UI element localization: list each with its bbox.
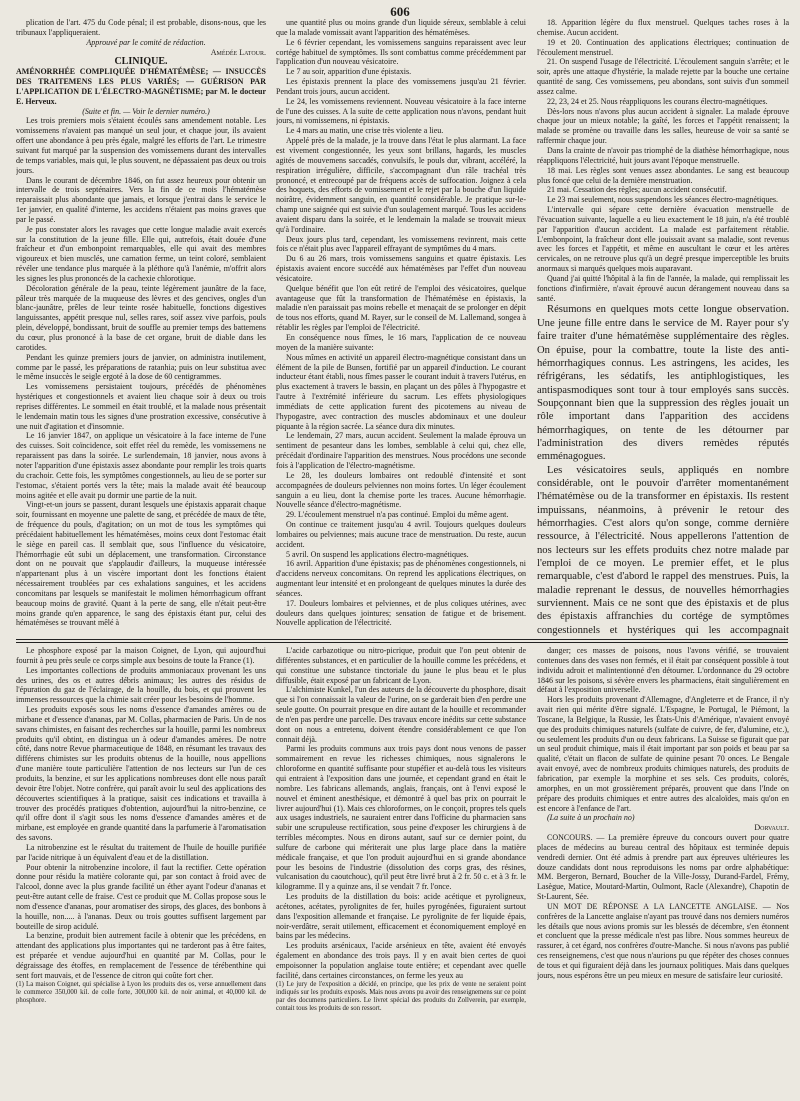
author-signature: Dorvault.: [754, 823, 789, 833]
column-3: [537, 18, 789, 638]
bottom-column-1: [16, 646, 266, 1092]
paragraph: La nitrobenzine est le résultat du traitement de l'huile de houille purifiée par l'acide nitrique à un équivalent d'eau et de la distillation.: [16, 842, 266, 862]
paragraph: Les produits exposés sous les noms d'essence d'amandes amères ou de mirbane et d'essence d'ananas, par M. Collas, pharmacien de Paris. Un de nos savans chimistes, en faisant des recherches sur la houille, parmi les nombreux produits qu'il obtint, en distingua un à odeur d'amandes amères. De notre côté, dans notre Revue pharmaceutique de 1848, en résumant les travaux des différens chimistes sur les produits obtenus de la houille, nous appellions d'une manière toute particulière l'attention de nos lecteurs sur l'un de ces produits, la benzine, et sur les applications nombreuses dont elle nous paraît devoir être l'objet. Notre confrère, qui paraît avoir lu seul des applications des découvertes scientifiques à la pratique, saisit ces indications et travailla à trouver des procédés pratiques d'obtention, aujourd'hui la nitro-benzine, ce qu'il offre dont il s'agit sous les noms d'essence d'amandes amères et de mirbane, est employée en grande quantité dans la parfumerie à l'aromatisation des savons.: [16, 705, 266, 843]
paragraph: Le 7 au soir, apparition d'une épistaxis.: [286, 67, 412, 77]
paragraph: Le 28, les douleurs lombaires ont redoublé d'intensité et sont accompagnées de douleurs pelviennes non moins fortes. Un léger écoulement sanguin a eu lieu, dont la chemise porte les traces. Aucune hémorrhagie. Nouvelle séance d'électro-magnétisme.: [276, 470, 526, 510]
paragraph: 5 avril. On suspend les applications électro-magnétiques.: [286, 549, 469, 559]
paragraph: Quand j'ai quitté l'hôpital à la fin de l'année, la malade, qui remplissait les fonctions d'infirmière, n'avait éprouvé aucun dérangement nouveau dans sa santé.: [537, 273, 789, 303]
paragraph: Pendant les quinze premiers jours de janvier, on administra inutilement, comme par le passé, les préparations de ratanhia; puis on leur substitua avec le même insuccès le seigle ergoté à la dose de 60 centigrammes.: [16, 352, 266, 382]
column-2: [276, 18, 526, 638]
paragraph: Du 6 au 26 mars, trois vomissemens sanguins et quatre épistaxis. Les épistaxis avaient encore succédé aux hématémèses par l'effet d'un nouveau vésicatoire.: [276, 254, 526, 283]
article-title: AMÉNORRHÉE COMPLIQUÉE D'HÉMATÉMÈSE; — INSUCCÈS DES TRAITEMENS LES PLUS VARIÉS; — GUÉRISON PAR L'APPLICATION DE L'ÉLECTRO-MAGNÉTISME; par M. le docteur E. Herveux.: [16, 67, 266, 106]
paragraph: 19 et 20. Continuation des applications électriques; continuation de l'écoulement menstruel.: [537, 37, 789, 57]
paragraph: L'intervalle qui sépare cette dernière évacuation menstruelle de l'évacuation suivante, laquelle a eu lieu exactement le 18 juin, n'a été troublé par l'apparition d'aucun accident. La malade est parfaitement rétablie. L'embonpoint, la fraîcheur dont elle jouissait avant sa maladie, sont revenus avec les forces et l'appétit, et même en auscultant le cœur et les artères cervicales, on ne retrouve plus qu'à un degré presque imperceptible les bruits anormaux si marqués quelques mois auparavant.: [537, 205, 789, 274]
paragraph: 18. Apparition légère du flux menstruel. Quelques taches roses à la chemise. Aucun accident.: [537, 18, 789, 37]
paragraph: Le 23 mai seulement, nous suspendons les séances électro-magnétiques.: [547, 195, 779, 205]
summary-paragraph: Les vésicatoires seuls, appliqués en nombre considérable, ont le pouvoir d'arrêter momentanément l'hématémèse ou de la transformer en épistaxis. Ils restent impuissans, néanmoins, à prévenir le retour des hémorrhagies. C'est alors qu'on songe, comme dernière ressource, à l'électricité. Nous appellerons l'attention de nos lecteurs sur les effets produits chez notre malade par l'emploi de ce moyen. Le premier effet, et le plus remarquable, c'est d'abord le rappel des menstrues. Puis, la maladie reprenant le dessus, de nouvelles hémorrhagies surviennent. Mais ce ne sont que des épistaxis et de plus des épistaxis affranchies du cortége de symptômes congestionnels et hystériques qui les accompagnait: [537, 464, 789, 636]
bottom-column-2: [276, 646, 526, 1092]
continuation-note: (Suite et fin. — Voir le dernier numéro.): [82, 106, 210, 116]
summary-paragraph: Résumons en quelques mots cette longue observation. Une jeune fille entre dans le service de M. Rayer pour s'y faire traiter d'une hématémèse supplémentaire des règles. On épuise, pour la combattre, toute la liste des anti-hémorrhagiques connus. Les astringens, les acides, les réfrigérans, les sédatifs, les antiphlogistiques, les antispasmodiques sont tour à tour employés sans succès. Soupçonnant bien que la suppression des règles jouait un rôle important dans l'apparition des accidens hémorrhagiques, on tente de les détourner par l'administration des divers remèdes réputés emménagogues.: [537, 304, 789, 463]
paragraph: Nous mîmes en activité un appareil électro-magnétique consistant dans un élément de la pile de Bunsen, fortifié par un appareil d'induction. Le courant inducteur étant établi, nous fîmes passer le courant induit à travers l'utérus, en plus exactement à travers le bassin, en plaçant un des pôles à l'hypogastre et l'autre à l'extrémité inférieure du sacrum. Les effets physiologiques immédiats de cette application furent des picotemens au niveau de l'hypogastre, avec contraction des muscles abdominaux et une douleur piquante à la région sacrée. La séance dura dix minutes.: [276, 352, 526, 431]
paragraph: Les vomissemens persistaient toujours, précédés de phénomènes hystériques et congestionnels et avaient lieu chaque soir à deux ou trois reprises différentes. Le sommeil en était troublé, et la malade nous présentait le lendemain matin tous les signes d'une prostration excessive, consécutive à une nuit d'agitation et d'insomnie.: [16, 382, 266, 431]
paragraph: Le 16 janvier 1847, on applique un vésicatoire à la face interne de l'une des cuisses. Soit coïncidence, soit effet réel du remède, les vomissemens ne reparaissent pas dans la soirée. Le surlendemain, 18 janvier, nous avons à noter l'apparition d'une épistaxis assez abondante pour remplir les trois quarts du crachoir. Cette fois, les symptômes congestionnels, au lieu de se porter sur l'estomac, s'étaient portés vers la tête; mais la malade avait été beaucoup moins agitée et elle avait pu dormir une partie de la nuit.: [16, 431, 266, 500]
paragraph: danger; ces masses de poisons, nous l'avons vérifié, se trouvaient contenues dans des vases non fermés, et il était par conséquent possible à tout individu adroit et malintentionné d'en détourner. L'ordonnance du 29 octobre 1846 sur les poisons, si sévère envers les pharmaciens, était singulièrement en défaut à l'exposition universelle.: [537, 646, 789, 695]
paragraph: Dès-lors nous n'avons plus aucun accident à signaler. La malade éprouve chaque jour un mieux notable; la gaîté, les forces et l'appétit renaissent; la malade se promène ou travaille dans les salles, heureuse de voir sa santé se raffermir chaque jour.: [537, 106, 789, 146]
paragraph: Les produits de la distillation du bois: acide acétique et pyroligneux, acétones, acétates, pyrolignites de fer, huiles pyrogénées, figuraient surtout dans l'exposition allemande et française. Le pyrolignite de fer liquide épais, noir-verdâtre, serait utilement, efficacement et économiquement employé en bains par les médecins.: [276, 892, 526, 941]
paragraph: 21. On suspend l'usage de l'électricité. L'écoulement sanguin s'arrête; et le soir, après une attaque d'hystérie, la malade rejette par la bouche une certaine quantité de sang. Ces vomissemens, peu abondans, sont suivis d'un sommeil assez calme.: [537, 57, 789, 96]
paragraph: Le 24, les vomissemens reviennent. Nouveau vésicatoire à la face interne de l'une des cuisses. A la suite de cette application nous n'avons, pendant huit jours, ni vomissemens, ni épistaxis.: [276, 96, 526, 126]
paragraph: une quantité plus ou moins grande d'un liquide séreux, semblable à celui que la malade vomissait avant l'apparition des hématémèses.: [276, 18, 526, 37]
divider: [16, 639, 788, 640]
paragraph: Le 6 février cependant, les vomissemens sanguins reparaissent avec leur cortége habituel de symptômes. Ils sont combattus comme précédemment par l'application d'un nouveau vésicatoire.: [276, 37, 526, 67]
paragraph: Hors les produits provenant d'Allemagne, d'Angleterre et de France, il n'y avait rien qui mérite d'être signalé. L'Espagne, le Portugal, le Piémont, la Toscane, la Belgique, la Russie, les États-Unis d'Amérique, n'avaient envoyé que des produits chimiques naturels (sulfate de cuivre, de fer, d'alumine, etc.), ou seulement les produits d'un ou deux fabricans. La Suisse se figurait que par un seul produit chimique, mais il était important par son poids et beau par sa qualité, c'était un flacon de sulfate de quinine pesant 70 onces. Le Bengale avait envoyé, avec de nombreux produits chimiques naturels, des produits de fabrication, par exemple la morphine et ses sels. Ces produits, colorés, amorphes, en un mot grossièrement préparés, prouvent que dans l'Inde on prépare des produits chimiques et entre autres des alcaloïdes, mais qu'on en est encore à l'enfance de l'art.: [537, 695, 789, 813]
paragraph: Pour obtenir la nitrobenzine incolore, il faut la rectifier. Cette opération donne pour résidu la matière colorante qui, par son contact à froid avec de l'alcool, donne avec la plus grande facilité un éther ayant l'odeur d'ananas et peut-être autant celle de fraise. C'est ce produit que M. Collas propose sous le nom d'essence d'ananas, pour aromatiser des sirops, des glaces, des bonbons à la houille, non..... à l'ananas. Deux ou trois gouttes suffisent largement par bouteille de sirop acidulé.: [16, 862, 266, 931]
paragraph: Dans la crainte de n'avoir pas triomphé de la diathèse hémorrhagique, nous réappliquons l'électricité, huit jours avant l'époque menstruelle.: [537, 145, 789, 165]
divider: [16, 642, 788, 643]
paragraph: Dans le courant de décembre 1846, on fut assez heureux pour obtenir un intervalle de trois septénaires. Vers la fin de ce mois l'hématémèse reparaissait plus abondante que jamais, et lorsque j'entrai dans le service le 1er janvier, en qualité d'interne, les accidens n'étaient pas moins graves que par le passé.: [16, 175, 266, 224]
paragraph: Vingt-et-un jours se passent, durant lesquels une épistaxis apparait chaque soir, fournissant en moyenne une palette de sang, et précédée de maux de tête, de fréquence du pouls, d'agitation; on un mot de tous les symptômes qui précédaient habituellement les hématémèses, moins ceux dont l'estomac était le siège en pareil cas. Il semblait que, sous l'influence du vésicatoire, l'hémorrhagie eût subi un déplacement, une transformation. Circonstance dont on ne pouvait que s'applaudir d'ailleurs, la muqueuse intéressée n'appartenant plus à un viscère important dont les fonctions étaient nécessairement troublées par ces exhalations sanguines, et les accidens concomitans par lesquels se manifestait le molimen hémorrhagicum offrant beaucoup moins de gravité. Quant à la perte de sang, elle n'était peut-être moins grande qu'en apparence, le sang des épistaxis étant pur, celui des hématémèses se trouvant mêlé à: [16, 500, 266, 628]
paragraph: Le lendemain, 27 mars, aucun accident. Seulement la malade éprouva un sentiment de pesanteur dans les lombes, semblable à celui qui, chez elle, précédait d'ordinaire l'apparition des menstrues. Nous procédons une seconde fois à l'application de l'électro-magnétisme.: [276, 431, 526, 470]
paragraph: Le phosphore exposé par la maison Coignet, de Lyon, qui aujourd'hui fournit à peu près seule ce corps simple aux besoins de toute la France (1).: [16, 646, 266, 665]
continuation-note: (La suite à un prochain no): [547, 813, 635, 823]
paragraph: Deux jours plus tard, cependant, les vomissemens revinrent, mais cette fois ce n'était plus avec l'appareil effrayant de symptômes du 4 mars.: [276, 234, 526, 254]
paragraph: On continue ce traitement jusqu'au 4 avril. Toujours quelques douleurs lombaires ou pelviennes; mais aucune trace de menstruation. Du reste, aucun accident.: [276, 520, 526, 549]
paragraph: 17. Douleurs lombaires et pelviennes, et de plus coliques utérines, avec douleurs dans quelques jointures; sensation de fatigue et de brisement. Nouvelle application de l'électricité.: [276, 598, 526, 628]
paragraph: 16 avril. Apparition d'une épistaxis; pas de phénomènes congestionnels, ni d'accidens nerveux concomitans. On reprend les applications électriques, on augmentant leur intensité et en prolongeant de quelques minutes la durée des séances.: [276, 559, 526, 598]
paragraph: Le 4 mars au matin, une crise très violente a lieu.: [286, 126, 444, 136]
paragraph: 18 mai. Les règles sont venues assez abondantes. Le sang est beaucoup plus foncé que celui de la dernière menstruation.: [537, 165, 789, 185]
paragraph: Les produits arsénicaux, l'acide arsénieux en tête, avaient été envoyés également en abondance des trois pays. Il y en avait bien certes de quoi empoisonner la population anglaise toute entière; et cependant avec quelle facilité, dans certaines circonstances, on ferme les yeux au: [276, 941, 526, 980]
paragraph: Parmi les produits communs aux trois pays dont nous venons de passer sommairement en revue les richesses chimiques, nous signalerons le chloroforme en quantité suffisante pour stupéfier et au-delà tous les visiteurs qui entraient à l'exposition dans une journée, et cependant grand en était le nombre. Les fabricans allemands, anglais, français, ont à l'envi exposé le nouvel et éminent anesthésique, et démontré à quel bas prix on pourrait le livrer aujourd'hui (1). Mais ces chloroformes, on le conçoit, propres tels quels aux usages industriels, ne sauraient entrer dans l'officine du pharmacien sans subir une scrupuleuse rectification, sous peine d'exposer les chirurgiens à de terribles mécomptes. Nous en dirons autant, sauf sur ce dernier point, du sulfure de carbone qui mériterait une plus large place dans la matière médicale française, et que l'on produit aujourd'hui en si grande abondance pour les besoins de l'industrie (dissolution des corps gras, des résines, vulcanisation du caoutchouc), qu'il peut être livré brut à 2 fr. 50 c. et à 3 fr. le kilogramme. Il y a quinze ans, il se vendait 7 fr. l'once.: [276, 744, 526, 892]
paragraph: Les épistaxis prennent la place des vomissemens jusqu'au 21 février. Pendant trois jours, aucun accident.: [276, 77, 526, 96]
column-1: [16, 18, 266, 638]
paragraph: L'acide carbazotique ou nitro-picrique, produit que l'on peut obtenir de différentes substances, et en particulier de la houille comme les précédens, et qui constitue une substance tinctoriale du jaune le plus beau et le plus diffusible, était exposé par un fabricant de Lyon.: [276, 646, 526, 685]
approval-note: Approuvé par le comité de rédaction.: [86, 37, 206, 47]
paragraph: plication de l'art. 475 du Code pénal; il est probable, disons-nous, que les tribunaux l'appliqueraient.: [16, 18, 266, 37]
paragraph: En conséquence nous fîmes, le 16 mars, l'application de ce nouveau moyen de la manière suivante:: [276, 333, 526, 352]
paragraph: Quelque bénéfit que l'on eût retiré de l'emploi des vésicatoires, quelque avantageuse que fût la transformation de l'hématémèse en épistaxis, la maladie n'en paraissait pas moins rebelle et menaçait de se prolonger en dépit de tous nos efforts, quand M. Rayer, sur le conseil de M. Lallemand, songea à rétablir les règles par l'emploi de l'électricité.: [276, 283, 526, 333]
footnote: (1) La maison Coignet, qui spécialise à Lyon les produits des os, verse annuellement dans le commerce 350,000 kil. de colle forte, 300,000 kil. de noir animal, et 40,000 kil. de phosphore.: [16, 980, 266, 1004]
bottom-column-3: [537, 646, 789, 1092]
paragraph: 29. L'écoulement menstruel n'a pas continué. Emploi du même agent.: [286, 510, 509, 520]
paragraph: CONCOURS. — La première épreuve du concours ouvert pour quatre places de médecins au bureau central des hôpitaux est terminée depuis vendredi dernier. Ont été admis à prendre part aux épreuves ultérieures les douze candidats dont nous reproduisons les noms par ordre alphabétique: MM. Bergeron, Bernard, Boucher de la Ville-Jossy, Durand-Fardel, Frémy, Lasègue, Matice, Moutard-Martin, Oulmont, Racle (Alexandre), Chapotin de St-Laurent, Sée.: [537, 833, 789, 902]
paragraph: UN MOT DE RÉPONSE A LA LANCETTE ANGLAISE. — Nos confrères de la Lancette anglaise n'ayant pas trouvé dans nos derniers numéros les détails que nous avions promis sur les blessés de décembre, s'en étonnent et concluent que la presse médicale n'est pas libre. Nous sommes heureux de rassurer, à cet égard, nos confrères d'outre-Manche. Si nous n'avons pas publié ces renseignemens, c'est que nous n'aurions pu que répéter des choses connues de tous et qui figuraient déjà dans les journaux politiques. Mais dans quelques jours, nous espérons être un peu mieux en mesure de satisfaire leur curiosité.: [537, 901, 789, 980]
paragraph: Appelé près de la malade, je la trouve dans l'état le plus alarmant. La face est vivement congestionnée, les yeux sont brillans, hagards, les muscles agités de mouvemens saccadés, convulsifs, le pouls dur, vibrant, accéléré, la respiration irrégulière, difficile, s'accompagnant d'un râle trachéal très prononcé, et entrecoupé par de fréquens accès de suffocation. Joignez à cela des hoquets, des efforts de vomissement et le rejet par la bouche d'un liquide noirâtre, évidemment sanguin, en quantité considérable. Je pratique sur-le-champ une saignée qui est suivie d'un soulagement marqué. Tous les accidens avaient disparu dans la soirée, et le lendemain la malade se trouvait mieux qu'à l'ordinaire.: [276, 136, 526, 234]
page-number: 606: [390, 4, 410, 19]
paragraph: Je pus constater alors les ravages que cette longue maladie avait exercés sur la constitution de la jeune fille. Elle qui, autrefois, était douée d'une fraîcheur et d'un embonpoint remarquables, elle qui avait des membres vigoureux et bien musclés, une carnation ferme, un teint coloré, semblaient révéler une tendance plus marquée à la pléthore qu'à l'anémie, m'offrit alors les signes les plus prononcés de la cachexie chlorotique.: [16, 224, 266, 283]
section-heading: CLINIQUE.: [114, 56, 168, 68]
footnote: (1) Le jury de l'exposition a décidé, en principe, que les prix de vente ne seraient point indiqués sur les produits exposés. Mais nous avons pu avoir des renseignemens sur ce point par des documens particuliers. Le livret spécial des produits du Zollverein, par exemple, contait tous les produits de son ressort.: [276, 980, 526, 1012]
paragraph: L'alchimiste Kunkel, l'un des auteurs de la découverte du phosphore, disait que si l'on connaissait la valeur de l'urine, on se garderait bien d'en perdre une seule goutte. On pourrait presque en dire autant de la houille et recommander de n'en pas perdre une parcelle. Des travaux encore inédits sur cette substance dont on nous a entretenu, doivent étendre considérablement ce que l'on connait déjà.: [276, 685, 526, 744]
paragraph: 22, 23, 24 et 25. Nous réappliquons les courans électro-magnétiques.: [547, 96, 768, 106]
paragraph: Les importantes collections de produits ammoniacaux provenant les uns des urines, des os et autres débris animaux; les autres des résidus de l'épuration du gaz de l'éclairage, de la houille, du bois, et qui prouvent les immenses ressources que la chimie sait créer pour les besoins de l'homme.: [16, 665, 266, 705]
paragraph: 21 mai. Cessation des règles; aucun accident consécutif.: [547, 185, 727, 195]
paragraph: La benzine, produit bien autrement facile à obtenir que les précédens, en attendant des applications plus importantes qui ne tarderont pas à être faites, est préparée et vendue aujourd'hui en quantité par M. Collas, pour le dégraissage des étoffes, en remplacement de l'essence de térébenthine qui sent fort mauvais, et de l'essence de citron qui coûte fort cher.: [16, 931, 266, 980]
paragraph: Décoloration générale de la peau, teinte légèrement jaunâtre de la face, pâleur très marquée de la muqueuse des lèvres et des gencives, ongles d'un blanc-jaunâtre, prêles de leur teinte rosée habituelle, fonctions digestives languissantes, appétit presque nul, selles rares, soif assez vive parfois, pouls plein, développé, bondissant, bruit de souffle au premier temps des battemens du cœur, plus prononcé à la base de cet organe, bruit de diable dans les carotides.: [16, 283, 266, 352]
paragraph: Les trois premiers mois s'étaient écoulés sans amendement notable. Les vomissemens n'avaient pas manqué un seul jour, et chaque jour, ils avaient offert une abondance à peu près égale, malgré les efforts de l'art. Le trimestre suivant fut marqué par la suspension des vomissemens durant des intervalles de temps variables, mais qui, le plus souvent, ne dépassaient pas deux ou trois jours.: [16, 116, 266, 175]
author-signature: Amédée Latour.: [210, 47, 266, 57]
